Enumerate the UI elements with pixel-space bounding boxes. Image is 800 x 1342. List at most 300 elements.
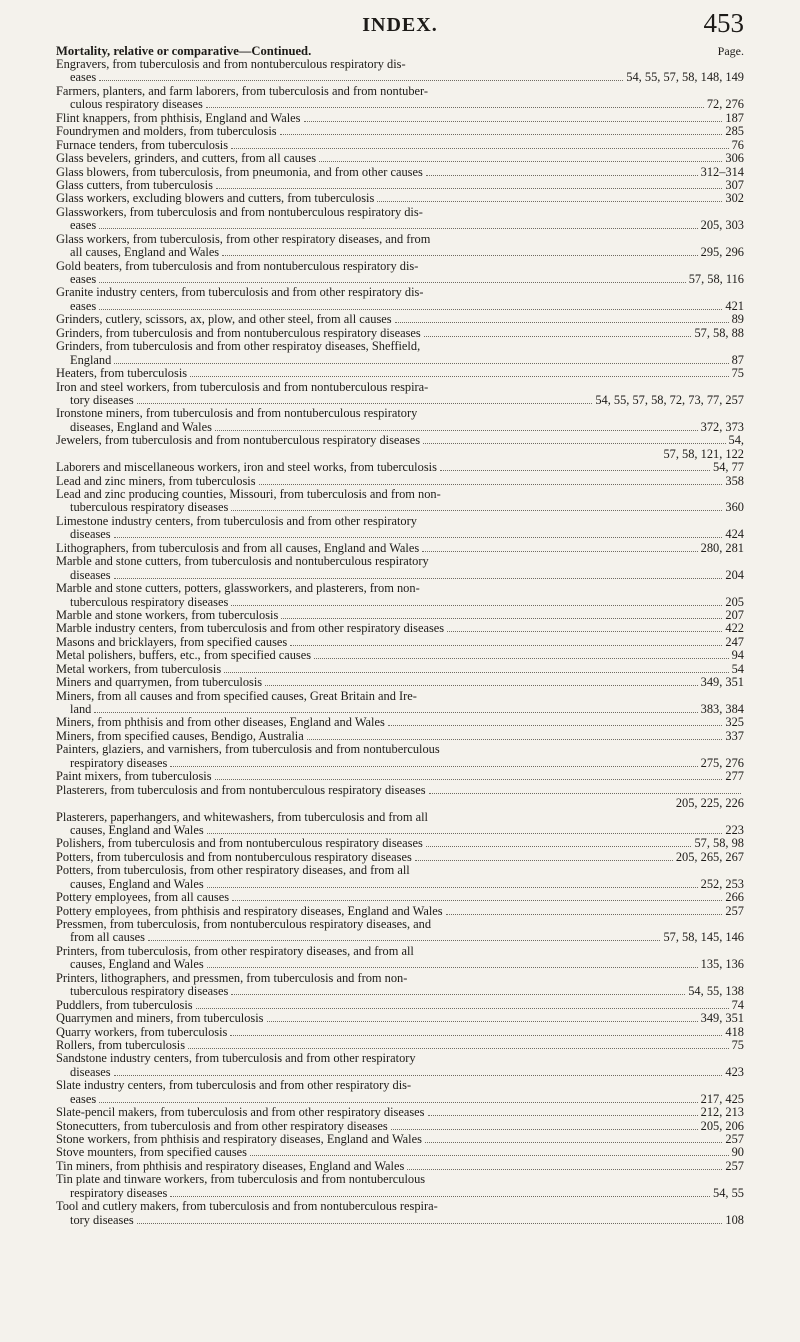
index-entry bbox=[56, 434, 744, 447]
entry-line bbox=[56, 555, 744, 568]
dot-leader bbox=[188, 1048, 729, 1049]
dot-leader bbox=[114, 537, 723, 538]
dot-leader bbox=[137, 403, 593, 404]
index-entry bbox=[56, 233, 744, 260]
entry-line bbox=[56, 407, 744, 420]
entry-text: from all causes bbox=[70, 931, 146, 945]
section-title: Mortality, relative or comparative—Continued. bbox=[56, 44, 312, 58]
entry-text: respiratory diseases bbox=[70, 1186, 168, 1200]
entry-line bbox=[56, 972, 744, 985]
index-entry bbox=[56, 407, 744, 434]
dot-leader bbox=[231, 148, 729, 149]
page-title: INDEX. bbox=[362, 14, 438, 36]
entry-page-numbers: 421 bbox=[725, 299, 744, 313]
entry-text: Plasterers, paperhangers, and whitewashers, from tuberculosis and from all bbox=[56, 810, 428, 824]
index-entry bbox=[56, 582, 744, 609]
entry-line bbox=[56, 85, 744, 98]
dot-leader bbox=[231, 605, 722, 606]
entry-text: all causes, England and Wales bbox=[70, 246, 220, 260]
entry-page-numbers: 57, 58, 88 bbox=[694, 326, 744, 340]
dot-leader bbox=[422, 551, 697, 552]
entry-line bbox=[56, 1200, 744, 1213]
entry-page-numbers: 307 bbox=[725, 178, 744, 192]
dot-leader bbox=[447, 631, 722, 632]
entry-text: diseases bbox=[70, 1065, 111, 1079]
entry-page-numbers: 205, 303 bbox=[700, 219, 744, 233]
entry-line bbox=[56, 139, 744, 152]
entry-continuation-line bbox=[56, 501, 744, 514]
dot-leader bbox=[429, 793, 741, 794]
entry-line bbox=[56, 636, 744, 649]
index-entry bbox=[56, 1039, 744, 1052]
dot-leader bbox=[114, 578, 723, 579]
dot-leader bbox=[170, 1196, 710, 1197]
entry-text: Marble and stone cutters, potters, glassworkers, and plasterers, from non- bbox=[56, 582, 420, 596]
entry-line bbox=[56, 367, 744, 380]
entry-page-numbers: 358 bbox=[725, 474, 744, 488]
entry-text: Grinders, from tuberculosis and from other respiratoy diseases, Sheffield, bbox=[56, 340, 421, 354]
entry-line bbox=[56, 515, 744, 528]
index-entry bbox=[56, 784, 744, 797]
index-entry bbox=[56, 1173, 744, 1200]
dot-leader bbox=[267, 1021, 698, 1022]
entry-line bbox=[56, 381, 744, 394]
entry-continuation-line bbox=[56, 421, 744, 434]
entry-continuation-line bbox=[56, 354, 744, 367]
entry-text: Metal workers, from tuberculosis bbox=[56, 662, 222, 676]
index-entry bbox=[56, 609, 744, 622]
entry-continuation-line bbox=[56, 528, 744, 541]
entry-text: Lead and zinc miners, from tuberculosis bbox=[56, 474, 256, 488]
entry-page-numbers: 75 bbox=[731, 1038, 744, 1052]
entry-line bbox=[56, 690, 744, 703]
entry-continuation-line bbox=[56, 569, 744, 582]
entry-line bbox=[56, 206, 744, 219]
entry-text: Granite industry centers, from tuberculosis and from other respiratory dis- bbox=[56, 286, 424, 300]
index-entry bbox=[56, 313, 744, 326]
entry-line bbox=[56, 1160, 744, 1173]
entry-text: Engravers, from tuberculosis and from nontuberculous respiratory dis- bbox=[56, 58, 406, 71]
dot-leader bbox=[99, 282, 686, 283]
entry-text: diseases bbox=[70, 528, 111, 542]
entry-page-numbers: 57, 58, 121, 122 bbox=[663, 447, 744, 461]
entry-text: Laborers and miscellaneous workers, iron and steel works, from tuberculosis bbox=[56, 461, 437, 475]
entry-text: Marble and stone cutters, from tuberculosis and nontuberculous respiratory bbox=[56, 555, 429, 569]
index-entry bbox=[56, 636, 744, 649]
entry-text: Iron and steel workers, from tuberculosis and from nontuberculous respira- bbox=[56, 380, 429, 394]
entry-page-numbers: 360 bbox=[725, 501, 744, 515]
dot-leader bbox=[206, 107, 704, 108]
entry-line bbox=[56, 166, 744, 179]
page-number: 453 bbox=[703, 8, 744, 38]
dot-leader bbox=[423, 443, 725, 444]
index-entry bbox=[56, 1106, 744, 1119]
entry-continuation-line bbox=[56, 1214, 744, 1227]
index-entry bbox=[56, 461, 744, 474]
entry-line bbox=[56, 192, 744, 205]
entry-text: Glass workers, excluding blowers and cutters, from tuberculosis bbox=[56, 192, 375, 206]
index-entry bbox=[56, 327, 744, 340]
entry-line bbox=[56, 905, 744, 918]
entry-continuation-line bbox=[56, 931, 744, 944]
entry-page-numbers: 266 bbox=[725, 891, 744, 905]
entry-page-numbers: 204 bbox=[725, 568, 744, 582]
index-entry bbox=[56, 891, 744, 904]
entry-page-numbers: 207 bbox=[725, 608, 744, 622]
entry-line bbox=[56, 233, 744, 246]
entry-page-numbers: 302 bbox=[725, 192, 744, 206]
index-entry bbox=[56, 945, 744, 972]
entry-line bbox=[56, 663, 744, 676]
entry-text: Polishers, from tuberculosis and from nontuberculous respiratory diseases bbox=[56, 837, 423, 851]
entry-continuation-line bbox=[56, 985, 744, 998]
entry-page-numbers: 90 bbox=[731, 1146, 744, 1160]
entry-page-numbers: 212, 213 bbox=[700, 1106, 744, 1120]
index-entry bbox=[56, 649, 744, 662]
index-entry bbox=[56, 260, 744, 287]
index-entry bbox=[56, 58, 744, 85]
entry-line bbox=[56, 609, 744, 622]
dot-leader bbox=[215, 779, 723, 780]
entry-text: Glass bevelers, grinders, and cutters, from all causes bbox=[56, 152, 317, 166]
entry-text: eases bbox=[70, 299, 97, 313]
entry-text: Lead and zinc producing counties, Missouri, from tuberculosis and from non- bbox=[56, 488, 441, 501]
entry-continuation-line bbox=[56, 246, 744, 259]
entry-continuation-line bbox=[56, 98, 744, 111]
dot-leader bbox=[99, 309, 722, 310]
dot-leader bbox=[440, 470, 710, 471]
dot-leader bbox=[428, 1115, 698, 1116]
entry-page-numbers: 223 bbox=[725, 823, 744, 837]
entry-text: Printers, lithographers, and pressmen, from tuberculosis and from non- bbox=[56, 971, 408, 985]
entry-page-numbers: 205, 265, 267 bbox=[675, 850, 744, 864]
entry-continuation-line bbox=[56, 71, 744, 84]
dot-leader bbox=[290, 645, 722, 646]
entry-page-numbers: 72, 276 bbox=[706, 98, 744, 112]
entry-text: Pottery employees, from all causes bbox=[56, 891, 230, 905]
entry-text: Miners, from specified causes, Bendigo, Australia bbox=[56, 729, 304, 743]
entry-text: tory diseases bbox=[70, 393, 134, 407]
entry-text: causes, England and Wales bbox=[70, 958, 204, 972]
entry-text: Quarry workers, from tuberculosis bbox=[56, 1025, 228, 1039]
dot-leader bbox=[207, 833, 723, 834]
index-entry bbox=[56, 770, 744, 783]
entry-page-numbers: 349, 351 bbox=[700, 676, 744, 690]
dot-leader bbox=[170, 766, 697, 767]
index-entry bbox=[56, 152, 744, 165]
entry-text: Flint knappers, from phthisis, England and Wales bbox=[56, 111, 301, 125]
entry-line bbox=[56, 676, 744, 689]
entry-page-numbers: 54, bbox=[728, 434, 744, 448]
entry-line bbox=[56, 1052, 744, 1065]
index-entry bbox=[56, 690, 744, 717]
dot-leader bbox=[99, 1102, 697, 1103]
entry-line bbox=[56, 851, 744, 864]
entry-text: eases bbox=[70, 1092, 97, 1106]
entry-text: England bbox=[70, 353, 112, 367]
entry-text: Tin plate and tinware workers, from tuberculosis and from nontuberculous bbox=[56, 1173, 426, 1187]
entry-page-numbers: 217, 425 bbox=[700, 1092, 744, 1106]
dot-leader bbox=[426, 846, 692, 847]
entry-line bbox=[56, 811, 744, 824]
index-entry bbox=[56, 743, 744, 770]
entry-text: causes, England and Wales bbox=[70, 877, 204, 891]
entry-page-numbers: 54 bbox=[731, 662, 744, 676]
index-entry bbox=[56, 1200, 744, 1227]
section-heading bbox=[56, 44, 744, 58]
entry-page-numbers: 423 bbox=[725, 1065, 744, 1079]
entry-line bbox=[56, 999, 744, 1012]
entry-text: Jewelers, from tuberculosis and from nontuberculous respiratory diseases bbox=[56, 434, 421, 448]
dot-leader bbox=[259, 484, 723, 485]
dot-leader bbox=[425, 1142, 722, 1143]
entry-text: Glassworkers, from tuberculosis and from nontuberculous respiratory dis- bbox=[56, 205, 423, 219]
entry-text: eases bbox=[70, 273, 97, 286]
index-entry bbox=[56, 676, 744, 689]
dot-leader bbox=[216, 188, 722, 189]
dot-leader bbox=[250, 1155, 729, 1156]
entry-page-numbers: 54, 55 bbox=[713, 1186, 744, 1200]
dot-leader bbox=[224, 672, 728, 673]
entry-line bbox=[56, 152, 744, 165]
index-entry bbox=[56, 1052, 744, 1079]
dot-leader bbox=[196, 1008, 729, 1009]
entry-continuation-line bbox=[56, 1187, 744, 1200]
entry-text: diseases, England and Wales bbox=[70, 420, 212, 434]
dot-leader bbox=[215, 430, 698, 431]
entry-line bbox=[56, 649, 744, 662]
running-head bbox=[56, 8, 744, 42]
entry-text: Foundrymen and molders, from tuberculosis bbox=[56, 125, 277, 139]
entry-page-numbers: 54, 55, 57, 58, 148, 149 bbox=[626, 71, 744, 85]
entry-text: Glass cutters, from tuberculosis bbox=[56, 178, 213, 192]
entry-text: Puddlers, from tuberculosis bbox=[56, 998, 193, 1012]
dot-leader bbox=[424, 336, 692, 337]
entry-text: Potters, from tuberculosis, from other respiratory diseases, and from all bbox=[56, 864, 410, 878]
dot-leader bbox=[377, 201, 722, 202]
entry-text: Glass blowers, from tuberculosis, from pneumonia, and from other causes bbox=[56, 165, 423, 179]
entry-text: Grinders, cutlery, scissors, ax, plow, and other steel, from all causes bbox=[56, 313, 392, 327]
entry-text: tuberculous respiratory diseases bbox=[70, 595, 229, 609]
index-entry bbox=[56, 797, 744, 810]
entry-line bbox=[56, 488, 744, 501]
page-column-label: Page. bbox=[717, 44, 744, 58]
entry-page-numbers: 325 bbox=[725, 716, 744, 730]
entry-page-numbers: 54, 55, 57, 58, 72, 73, 77, 257 bbox=[595, 393, 744, 407]
entry-line bbox=[56, 58, 744, 71]
entry-page-numbers: 135, 136 bbox=[700, 958, 744, 972]
entry-text: Miners, from all causes and from specified causes, Great Britain and Ire- bbox=[56, 689, 417, 703]
entry-page-numbers: 422 bbox=[725, 622, 744, 636]
index-entry bbox=[56, 864, 744, 891]
index-entry bbox=[56, 811, 744, 838]
dot-leader bbox=[314, 658, 729, 659]
index-entry bbox=[56, 139, 744, 152]
entry-line bbox=[56, 797, 744, 810]
entry-continuation-line bbox=[56, 878, 744, 891]
index-entry bbox=[56, 192, 744, 205]
dot-leader bbox=[281, 618, 722, 619]
entry-page-numbers: 312–314 bbox=[700, 165, 744, 179]
index-entry bbox=[56, 515, 744, 542]
dot-leader bbox=[148, 940, 660, 941]
entry-continuation-line bbox=[56, 1093, 744, 1106]
index-entry bbox=[56, 716, 744, 729]
entry-page-numbers: 54, 55, 138 bbox=[688, 985, 744, 999]
entry-page-numbers: 57, 58, 116 bbox=[688, 273, 744, 286]
dot-leader bbox=[222, 255, 697, 256]
entry-line bbox=[56, 582, 744, 595]
entry-line bbox=[56, 475, 744, 488]
index-entry bbox=[56, 542, 744, 555]
entry-line bbox=[56, 1026, 744, 1039]
entry-text: Furnace tenders, from tuberculosis bbox=[56, 138, 229, 152]
entry-text: Tin miners, from phthisis and respiratory diseases, England and Wales bbox=[56, 1159, 405, 1173]
entry-text: Plasterers, from tuberculosis and from nontuberculous respiratory diseases bbox=[56, 783, 426, 797]
dot-leader bbox=[207, 887, 698, 888]
index-entry bbox=[56, 179, 744, 192]
entry-page-numbers: 257 bbox=[725, 904, 744, 918]
index-entry bbox=[56, 166, 744, 179]
entry-text: Printers, from tuberculosis, from other respiratory diseases, and from all bbox=[56, 944, 414, 958]
entry-page-numbers: 57, 58, 98 bbox=[694, 837, 744, 851]
dot-leader bbox=[407, 1169, 722, 1170]
index-entry bbox=[56, 905, 744, 918]
entry-page-numbers: 87 bbox=[731, 353, 744, 367]
entry-line bbox=[56, 622, 744, 635]
dot-leader bbox=[426, 175, 698, 176]
entry-text: Pottery employees, from phthisis and respiratory diseases, England and Wales bbox=[56, 904, 443, 918]
entry-text: eases bbox=[70, 219, 97, 233]
entry-page-numbers: 252, 253 bbox=[700, 877, 744, 891]
entry-line bbox=[56, 542, 744, 555]
dot-leader bbox=[190, 376, 729, 377]
entry-continuation-line bbox=[56, 703, 744, 716]
entry-page-numbers: 285 bbox=[725, 125, 744, 139]
entry-continuation-line bbox=[56, 596, 744, 609]
entry-text: Gold beaters, from tuberculosis and from nontuberculous respiratory dis- bbox=[56, 259, 419, 273]
entry-line bbox=[56, 1146, 744, 1159]
entry-line bbox=[56, 743, 744, 756]
entry-line bbox=[56, 340, 744, 353]
dot-leader bbox=[230, 1035, 722, 1036]
dot-leader bbox=[114, 1075, 723, 1076]
index-entry bbox=[56, 1079, 744, 1106]
entry-text: culous respiratory diseases bbox=[70, 98, 203, 112]
entry-text: Miners and quarrymen, from tuberculosis bbox=[56, 676, 263, 690]
entry-page-numbers: 306 bbox=[725, 152, 744, 166]
entry-text: Rollers, from tuberculosis bbox=[56, 1038, 186, 1052]
entry-line bbox=[56, 434, 744, 447]
index-entry bbox=[56, 448, 744, 461]
entry-line bbox=[56, 1012, 744, 1025]
dot-leader bbox=[388, 725, 723, 726]
index-entry bbox=[56, 555, 744, 582]
entry-page-numbers: 108 bbox=[725, 1213, 744, 1227]
entry-line bbox=[56, 1133, 744, 1146]
entry-continuation-line bbox=[56, 394, 744, 407]
entry-page-numbers: 257 bbox=[725, 1133, 744, 1146]
entry-line bbox=[56, 864, 744, 877]
entry-text: Miners, from phthisis and from other diseases, England and Wales bbox=[56, 716, 385, 730]
index-entry bbox=[56, 85, 744, 112]
entry-page-numbers: 349, 351 bbox=[700, 1012, 744, 1026]
entry-page-numbers: 205 bbox=[725, 595, 744, 609]
entry-page-numbers: 57, 58, 145, 146 bbox=[663, 931, 744, 945]
entry-page-numbers: 74 bbox=[731, 998, 744, 1012]
entry-line bbox=[56, 327, 744, 340]
entry-continuation-line bbox=[56, 958, 744, 971]
entry-continuation-line bbox=[56, 219, 744, 232]
entry-continuation-line bbox=[56, 273, 744, 286]
entry-page-numbers: 89 bbox=[731, 313, 744, 327]
dot-leader bbox=[415, 860, 673, 861]
dot-leader bbox=[319, 161, 722, 162]
entry-continuation-line bbox=[56, 300, 744, 313]
index-entry-list bbox=[56, 58, 744, 1227]
entry-line bbox=[56, 461, 744, 474]
entry-text: Sandstone industry centers, from tuberculosis and from other respiratory bbox=[56, 1052, 416, 1066]
dot-leader bbox=[114, 363, 728, 364]
dot-leader bbox=[137, 1223, 723, 1224]
index-entry bbox=[56, 730, 744, 743]
entry-text: Slate industry centers, from tuberculosis and from other respiratory dis- bbox=[56, 1079, 412, 1093]
entry-text: Ironstone miners, from tuberculosis and from nontuberculous respiratory bbox=[56, 407, 418, 421]
entry-continuation-line bbox=[56, 824, 744, 837]
entry-page-numbers: 372, 373 bbox=[700, 420, 744, 434]
entry-page-numbers: 75 bbox=[731, 367, 744, 381]
entry-text: Potters, from tuberculosis and from nontuberculous respiratory diseases bbox=[56, 850, 412, 864]
entry-line bbox=[56, 286, 744, 299]
entry-page-numbers: 54, 77 bbox=[713, 461, 744, 475]
entry-text: Stone workers, from phthisis and respiratory diseases, England and Wales bbox=[56, 1133, 422, 1146]
entry-line bbox=[56, 448, 744, 461]
entry-text: Marble and stone workers, from tuberculosis bbox=[56, 608, 279, 622]
entry-page-numbers: 247 bbox=[725, 635, 744, 649]
dot-leader bbox=[231, 994, 685, 995]
dot-leader bbox=[99, 228, 697, 229]
entry-text: Limestone industry centers, from tuberculosis and from other respiratory bbox=[56, 514, 417, 528]
entry-text: Painters, glaziers, and varnishers, from tuberculosis and from nontuberculous bbox=[56, 743, 440, 757]
entry-line bbox=[56, 1106, 744, 1119]
entry-line bbox=[56, 837, 744, 850]
dot-leader bbox=[99, 80, 623, 81]
entry-line bbox=[56, 716, 744, 729]
entry-page-numbers: 205, 206 bbox=[700, 1119, 744, 1133]
dot-leader bbox=[232, 900, 722, 901]
index-entry bbox=[56, 1146, 744, 1159]
index-entry bbox=[56, 1133, 744, 1146]
entry-text: Slate-pencil makers, from tuberculosis and from other respiratory diseases bbox=[56, 1106, 425, 1120]
index-entry bbox=[56, 367, 744, 380]
entry-text: Masons and bricklayers, from specified causes bbox=[56, 635, 288, 649]
entry-text: land bbox=[70, 703, 92, 716]
entry-text: Pressmen, from tuberculosis, from nontuberculous respiratory diseases, and bbox=[56, 918, 432, 931]
entry-text: Stonecutters, from tuberculosis and from other respiratory diseases bbox=[56, 1119, 388, 1133]
entry-text: Lithographers, from tuberculosis and from all causes, England and Wales bbox=[56, 541, 420, 555]
entry-page-numbers: 205, 225, 226 bbox=[675, 797, 744, 811]
entry-text: Glass workers, from tuberculosis, from other respiratory diseases, and from bbox=[56, 232, 431, 246]
entry-page-numbers: 94 bbox=[731, 649, 744, 663]
entry-page-numbers: 275, 276 bbox=[700, 756, 744, 770]
entry-line bbox=[56, 1039, 744, 1052]
index-entry bbox=[56, 475, 744, 488]
entry-text: Grinders, from tuberculosis and from nontuberculous respiratory diseases bbox=[56, 326, 421, 340]
index-entry bbox=[56, 1160, 744, 1173]
dot-leader bbox=[280, 134, 723, 135]
dot-leader bbox=[304, 121, 723, 122]
entry-line bbox=[56, 784, 744, 797]
